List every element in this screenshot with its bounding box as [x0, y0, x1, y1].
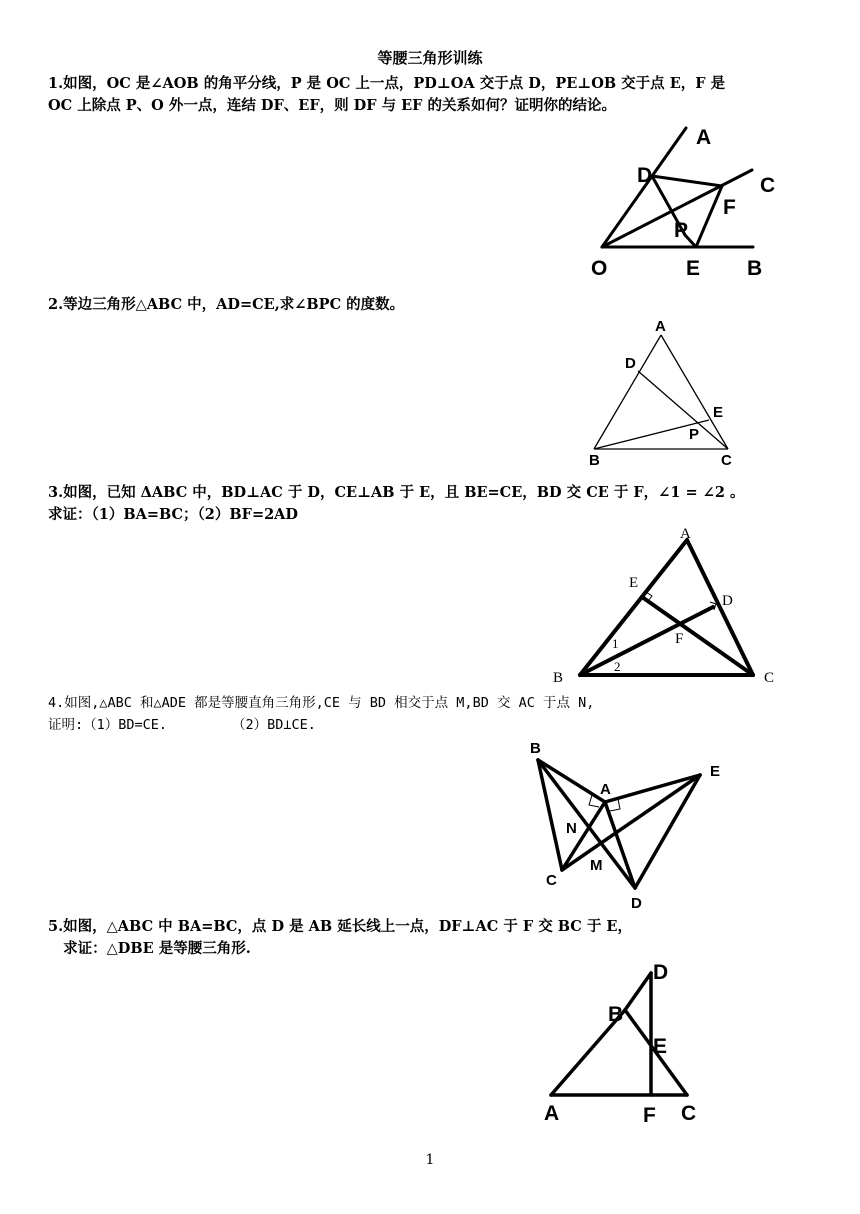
- problem-1-text: 1.如图，OC 是∠AOB 的角平分线，P 是 OC 上一点，PD⊥OA 交于点 D，PE⊥OB 交于点 E，F 是 OC 上除点 P、O 外一点，连结 DF、EF，则 DF 与 EF 的关系如何？证明你的结论。: [48, 75, 726, 114]
- problem-2-text: 2.等边三角形△ABC 中，AD=CE,求∠BPC 的度数。: [48, 296, 405, 313]
- label-c: C: [764, 670, 775, 686]
- label-m: M: [590, 857, 603, 874]
- label-f: F: [643, 1104, 656, 1127]
- page-title: 等腰三角形训练: [377, 49, 483, 67]
- label-a: A: [655, 318, 666, 335]
- figure-5: [530, 955, 720, 1130]
- label-c: C: [546, 872, 557, 889]
- label-e: E: [713, 404, 724, 421]
- label-d: D: [722, 593, 733, 609]
- label-d: D: [625, 355, 636, 372]
- problem-3-text: 3.如图，已知 ΔABC 中，BD⊥AC 于 D，CE⊥AB 于 E，且 BE=CE，BD 交 CE 于 F，∠1 = ∠2 。 求证：（1）BA=BC；（2）BF=2AD: [48, 484, 745, 523]
- label-b: B: [553, 670, 564, 686]
- label-b: B: [608, 1003, 624, 1026]
- segment-df: [652, 176, 722, 186]
- label-b: B: [589, 452, 600, 469]
- label-f: F: [723, 196, 736, 219]
- label-c: C: [721, 452, 732, 469]
- label-a: A: [696, 126, 712, 149]
- label-a: A: [544, 1102, 560, 1125]
- label-p: P: [674, 219, 689, 242]
- label-f: F: [675, 631, 684, 647]
- label-p: P: [689, 426, 700, 443]
- label-b: B: [530, 740, 541, 757]
- label-d: D: [637, 164, 653, 187]
- label-e: E: [710, 763, 721, 780]
- label-angle-1: 1: [612, 636, 619, 651]
- label-c: C: [760, 174, 776, 197]
- figure-3: [545, 520, 785, 685]
- label-c: C: [681, 1102, 697, 1125]
- problem-4-text: 4.如图,△ABC 和△ADE 都是等腰直角三角形,CE 与 BD 相交于点 M,BD 交 AC 于点 N, 证明:（1）BD=CE. （2）BD⊥CE.: [48, 695, 595, 733]
- label-e: E: [653, 1035, 668, 1058]
- label-a: A: [600, 781, 611, 798]
- label-angle-2: 2: [614, 659, 621, 674]
- label-e: E: [629, 575, 639, 591]
- label-e: E: [686, 257, 701, 280]
- label-d: D: [631, 895, 642, 912]
- problem-5-text: 5.如图，△ABC 中 BA=BC，点 D 是 AB 延长线上一点，DF⊥AC 于 F 交 BC 于 E， 求证：△DBE 是等腰三角形.: [48, 918, 632, 957]
- label-b: B: [747, 257, 763, 280]
- figure-4: [520, 735, 740, 910]
- label-a: A: [680, 526, 691, 542]
- label-n: N: [566, 820, 577, 837]
- page-number: 1: [425, 1152, 435, 1168]
- figure-1: [585, 120, 785, 285]
- label-d: D: [653, 961, 669, 984]
- label-o: O: [591, 257, 608, 280]
- figure-2: [585, 316, 755, 469]
